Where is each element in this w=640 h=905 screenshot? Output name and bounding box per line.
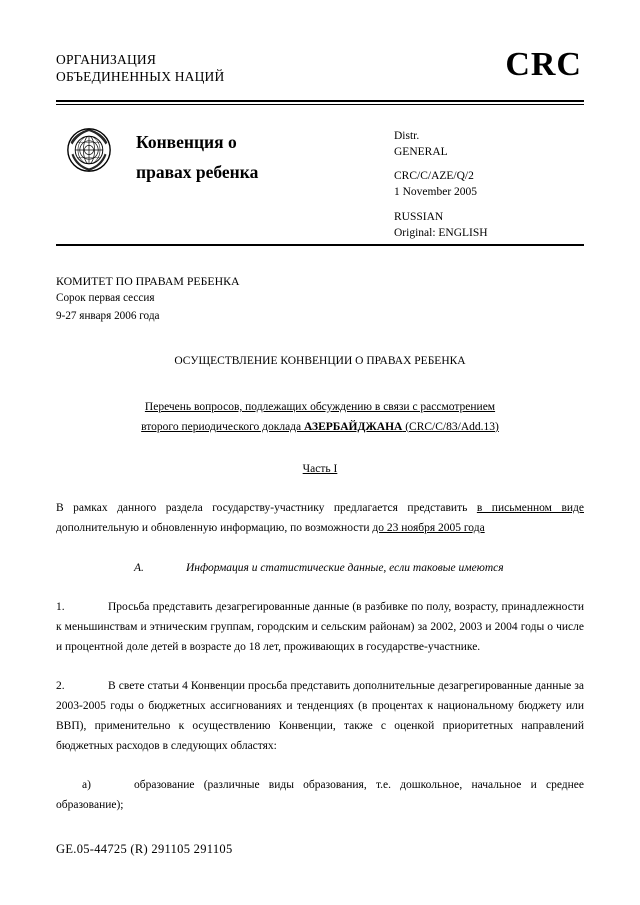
- masthead-rule-thick: [56, 100, 584, 102]
- document-language: RUSSIAN: [394, 211, 444, 224]
- section-a-title: Информация и статистические данные, если таковые имеются: [186, 562, 504, 575]
- document-number: CRC/C/AZE/Q/2: [394, 170, 474, 183]
- part-label: Часть I: [302, 462, 338, 475]
- subheading-line-1: Перечень вопросов, подлежащих обсуждению в связи с рассмотрением: [144, 400, 496, 413]
- section-a-heading: [56, 560, 584, 578]
- subheading-line-2-post: (CRC/C/83/Add.13): [402, 420, 499, 433]
- intro-pre: В рамках данного раздела государству-участнику предлагается представить: [56, 501, 477, 514]
- committee-block: [56, 272, 584, 325]
- committee-session-dates: 9-27 января 2006 года: [56, 309, 160, 322]
- item-number: 1.: [56, 601, 65, 614]
- masthead-rule-thin: [56, 104, 584, 105]
- item-text: Просьба представить дезагрегированные данные (в разбивке по полу, возрасту, принадлежности к меньшинствам и этническим группам, городским и сельским районам) за 2002, 2003 и 2004 годы о числе и процентной доле детей в возрасте до 18 лет, проживающих в государстве-участнике.: [56, 601, 584, 653]
- distr-label: Distr.: [394, 129, 420, 142]
- convention-title-line-2: правах ребенка: [136, 162, 259, 183]
- document-original-language: Original: ENGLISH: [394, 227, 488, 240]
- subheading: [56, 397, 584, 437]
- intro-paragraph: [56, 499, 584, 539]
- section-a-label: A.: [134, 562, 144, 575]
- convention-title-line-1: Конвенция о: [136, 131, 237, 152]
- intro-underline-1: в письменном виде: [476, 501, 584, 514]
- document-date: 1 November 2005: [394, 186, 478, 199]
- masthead: [56, 46, 584, 86]
- un-emblem-icon: [66, 127, 112, 178]
- convention-title: [112, 123, 394, 188]
- list-item: [56, 598, 584, 657]
- subheading-line-2-pre: второго периодического доклада: [141, 420, 305, 433]
- subheading-line-2: [56, 417, 584, 437]
- item-number: 2.: [56, 680, 65, 693]
- organization-line-1: ОРГАНИЗАЦИЯ: [56, 52, 157, 67]
- document-symbol: CRC: [505, 46, 582, 83]
- subheading-country: АЗЕРБАЙДЖАНА: [304, 420, 403, 433]
- main-heading: ОСУЩЕСТВЛЕНИЕ КОНВЕНЦИИ О ПРАВАХ РЕБЕНКА: [174, 354, 466, 367]
- distr-value: GENERAL: [394, 145, 448, 158]
- intro-mid: дополнительную и обновленную информацию, по возможности: [56, 521, 373, 534]
- list-item: [56, 677, 584, 756]
- distribution-block: [394, 123, 584, 242]
- sub-item-text: образование (различные виды образования, т.е. дошкольное, начальное и среднее образование);: [56, 779, 584, 812]
- title-block-rule: [56, 244, 584, 246]
- list-item: [56, 776, 584, 816]
- organization-line-2: ОБЪЕДИНЕННЫХ НАЦИЙ: [56, 68, 225, 84]
- footer-reference: GE.05-44725 (R) 291105 291105: [56, 842, 233, 856]
- sub-item-letter: a): [82, 779, 91, 792]
- item-text: В свете статьи 4 Конвенции просьба представить дополнительные дезагрегированные данные за 2003-2005 годы о бюджетных ассигнованиях и тенденциях (в процентах к национальному бюджету или ВВП), применительно к осуществлению Конвенции, также с оценкой приоритетных направлений бюджетных расходов в следующих областях:: [56, 680, 584, 752]
- intro-underline-2: до 23 ноября 2005 года: [372, 521, 485, 534]
- document-body: [56, 272, 584, 816]
- title-block: [56, 123, 584, 242]
- committee-session: Сорок первая сессия: [56, 292, 155, 305]
- committee-name: КОМИТЕТ ПО ПРАВАМ РЕБЕНКА: [56, 273, 240, 288]
- organization-name: [56, 52, 224, 86]
